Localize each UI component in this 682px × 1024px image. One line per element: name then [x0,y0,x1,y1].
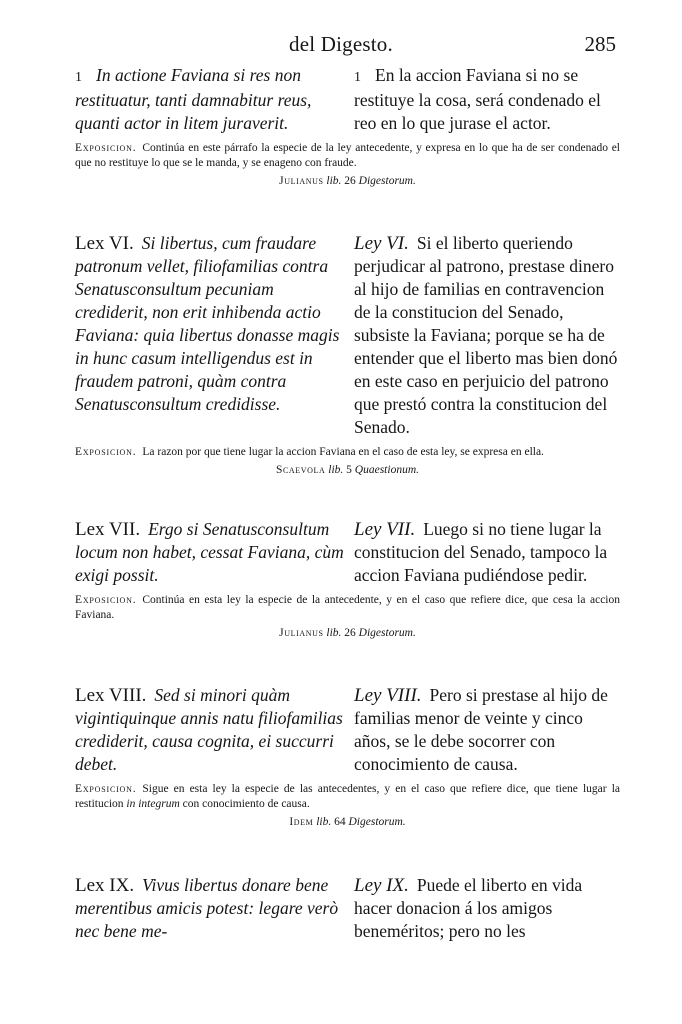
spanish-body: Si el liberto queriendo perjudicar al patrono, prestase dinero al hijo de familias en contravencion de la constitucion del Senado, subsiste la Faviana; porque se ha de entender que el liberto mas bien donó en este caso en perjuicio del patrono que prestó contra la constitucion del Senado. [354,233,618,437]
latin-body: Sed si minori quàm vigintiquinque annis natu filiofamilias crediderit, causa cognita, ei succurri debet. [75,685,343,774]
ley-label: Ley IX. [354,875,409,896]
exposition-label: Exposicion. [75,142,137,154]
running-title: del Digesto. [289,32,393,56]
page-header [0,30,682,60]
source-citation [75,816,620,828]
ley-label: Ley VIII. [354,685,422,706]
exposition [75,593,620,623]
citation-number: 26 [344,627,356,639]
ley-label: Ley VII. [354,519,416,540]
citation-author: Scaevola [275,464,326,476]
citation-author: Julianus [279,627,324,639]
law-section-lex-viii [75,684,620,828]
lex-label: Lex VII. [75,519,141,540]
exposition-label: Exposicion. [75,446,137,458]
latin-text [75,64,345,135]
exposition-text: Continúa en este párrafo la especie de la ley antecedente, y expresa en lo que ha de ser condenado el que no restituye lo que se le manda, y se enageno con fraude. [75,142,620,169]
spanish-text [354,518,620,587]
paragraph-number: 1 [354,70,361,85]
citation-lib: lib. [316,816,332,828]
citation-lib: lib. [326,175,342,187]
spanish-body: Luego si no tiene lugar la constitucion del Senado, tampoco la accion Faviana pudiéndose pedir. [354,519,608,585]
exposition-label: Exposicion. [75,783,137,795]
exposition-label: Exposicion. [75,594,137,606]
latin-body: Vivus libertus donare bene merentibus amicis potest: legare verò nec bene me- [75,875,339,941]
exposition-text: Continúa en esta ley la especie de la antecedente, y en el caso que refiere dice, que cesa la accion Faviana. [75,594,620,621]
exposition [75,141,620,171]
spanish-body: Pero si prestase al hijo de familias menor de veinte y cinco años, se le debe socorrer con conocimiento de causa. [354,685,608,774]
law-section-lex-vii [75,518,620,639]
citation-number: 26 [344,175,356,187]
latin-body: Si libertus, cum fraudare patronum vellet, filiofamilias contra Senatusconsultum pecuniam crediderit, non erit inhibenda actio Faviana: quia libertus donasse magis in hunc casum intelligendus est in fraudem patroni, quàm contra Senatusconsultum credidisse. [75,233,340,414]
exposition-text: La razon por que tiene lugar la accion Faviana en el caso de esta ley, se expresa en ella. [142,446,544,458]
lex-label: Lex VIII. [75,685,147,706]
latin-text [75,874,345,943]
source-citation [75,627,620,639]
law-section-lex-ix [75,874,620,943]
citation-work: Quaestionum. [354,464,420,476]
latin-text [75,232,345,439]
latin-text [75,518,345,587]
exposition-text: Sigue en esta ley la especie de las antecedentes, y en el caso que refiere dice, que tiene lugar la restitucion [75,783,620,810]
citation-work: Digestorum. [358,175,416,187]
latin-body: Ergo si Senatusconsultum locum non habet, cessat Faviana, cùm exigi possit. [75,519,344,585]
spanish-body: En la accion Faviana si no se restituye la cosa, será condenado el reo en lo que jurase el actor. [354,65,601,133]
citation-lib: lib. [328,464,344,476]
citation-lib: lib. [326,627,342,639]
spanish-body: Puede el liberto en vida hacer donacion á los amigos beneméritos; pero no les [354,875,583,941]
citation-number: 5 [346,464,352,476]
page-number: 285 [584,32,616,56]
latin-body: In actione Faviana si res non restituatur, tanti damnabitur reus, quanti actor in litem juraverit. [75,65,312,133]
spanish-text [354,874,620,943]
lex-label: Lex VI. [75,233,134,254]
citation-author: Julianus [279,175,324,187]
exposition [75,445,620,460]
citation-number: 64 [334,816,346,828]
spanish-text [354,64,620,135]
citation-work: Digestorum. [358,627,416,639]
law-section-1 [75,64,620,187]
exposition [75,782,620,812]
lex-label: Lex IX. [75,875,135,896]
paragraph-number: 1 [75,70,82,85]
citation-author: Idem [289,816,314,828]
exposition-italic: in integrum [126,798,180,810]
ley-label: Ley VI. [354,233,409,254]
exposition-text-end: con conocimiento de causa. [179,798,310,810]
spanish-text [354,232,620,439]
latin-text [75,684,345,776]
source-citation [75,175,620,187]
law-section-lex-vi [75,232,620,476]
citation-work: Digestorum. [348,816,406,828]
spanish-text [354,684,620,776]
source-citation [75,464,620,476]
